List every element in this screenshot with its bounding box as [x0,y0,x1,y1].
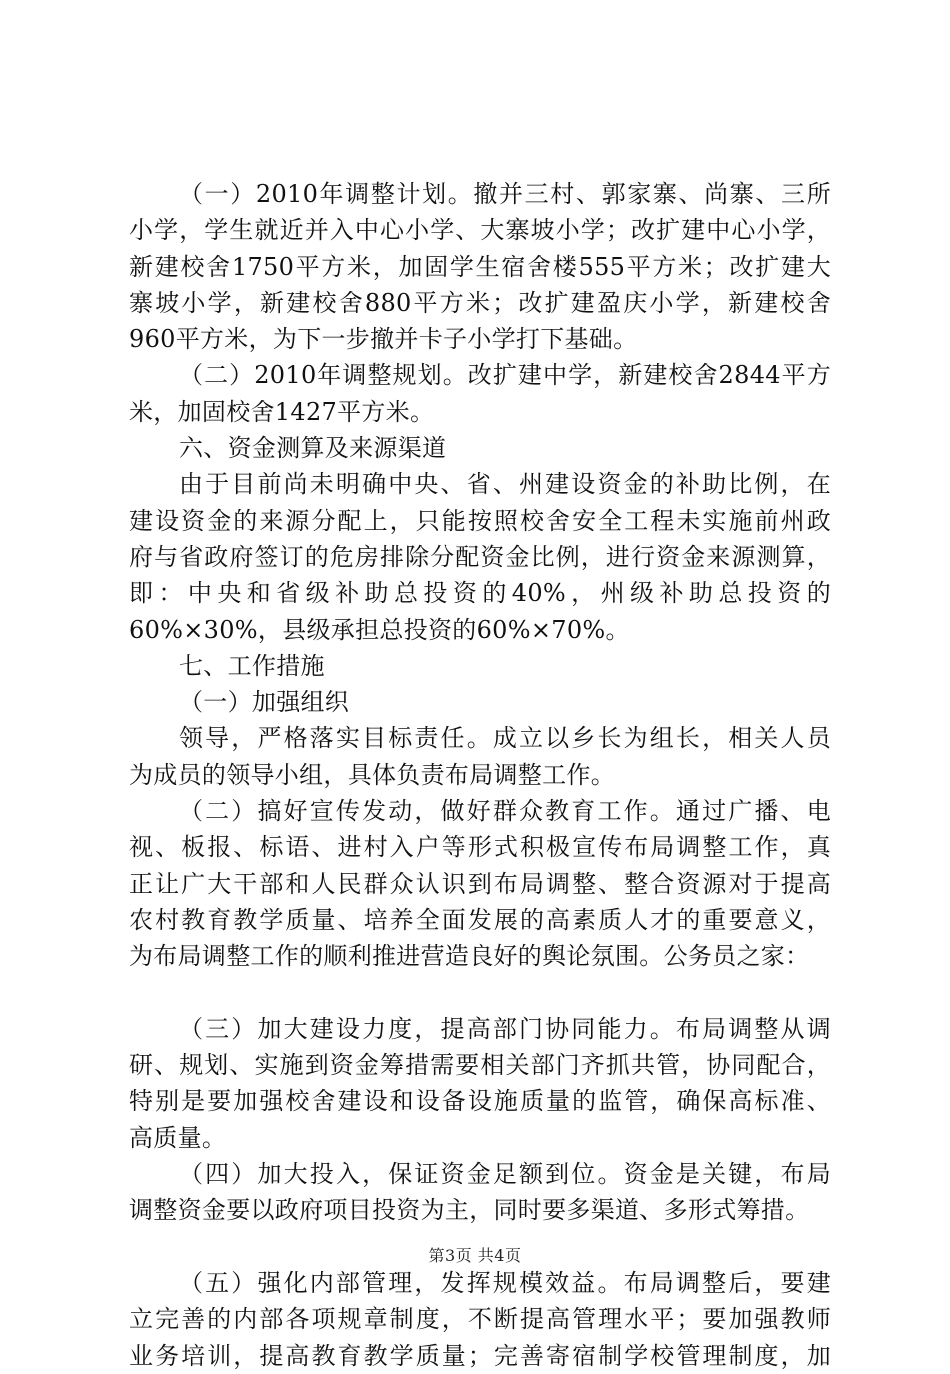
text-line: 米，加固校舍1427平方米。 [129,397,435,426]
text-line: 即：中央和省级补助总投资的40%，州级补助总投资的 [129,579,831,608]
text-line: （四）加大投入，保证资金足额到位。资金是关键，布局 [179,1160,831,1189]
text-line: 正让广大干部和人民群众认识到布局调整、整合资源对于提高 [129,869,831,898]
section-heading: 六、资金测算及来源渠道 [179,434,447,463]
text-line: 为成员的领导小组，具体负责布局调整工作。 [129,760,615,789]
text-line: 小学，学生就近并入中心小学、大寨坡小学；改扩建中心小学， [129,216,831,245]
text-line: 高质量。 [129,1123,227,1152]
text-line: （二）搞好宣传发动，做好群众教育工作。通过广播、电 [179,797,831,826]
text-line: 立完善的内部各项规章制度，不断提高管理水平；要加强教师 [129,1305,831,1334]
text-line: 农村教育教学质量、培养全面发展的高素质人才的重要意义， [129,905,831,934]
document-body [129,176,831,1374]
text-line: 寨坡小学，新建校舍880平方米；改扩建盈庆小学，新建校舍 [129,288,831,317]
text-line: 领导，严格落实目标责任。成立以乡长为组长，相关人员 [179,724,831,753]
text-line: （五）强化内部管理，发挥规模效益。布局调整后，要建 [179,1268,831,1297]
text-line: 60%×30%，县级承担总投资的60%×70%。 [129,615,630,644]
text-line: 新建校舍1750平方米，加固学生宿舍楼555平方米；改扩建大 [129,252,831,281]
text-line: 960平方米，为下一步撤并卡子小学打下基础。 [129,325,638,354]
page-number-footer: 第3页 共4页 [428,1246,522,1265]
text-line: 建设资金的来源分配上，只能按照校舍安全工程未实施前州政 [129,506,831,535]
text-line: 特别是要加强校舍建设和设备设施质量的监管，确保高标准、 [129,1087,831,1116]
text-line: 视、板报、标语、进村入户等形式积极宣传布局调整工作，真 [129,833,831,862]
text-line: 为布局调整工作的顺利推进营造良好的舆论氛围。公务员之家： [129,942,810,971]
section-heading: 七、工作措施 [179,651,325,680]
text-line: （一）2010年调整计划。撤并三村、郭家寨、尚寨、三所 [179,180,831,208]
text-line: （三）加大建设力度，提高部门协同能力。布局调整从调 [179,1014,831,1043]
blank-line [129,975,831,1011]
text-line: 业务培训，提高教育教学质量；完善寄宿制学校管理制度，加 [129,1341,831,1370]
subsection-heading: （一）加强组织 [179,688,350,717]
text-line: 府与省政府签订的危房排除分配资金比例，进行资金来源测算， [129,542,831,571]
text-line: （二）2010年调整规划。改扩建中学，新建校舍2844平方 [179,361,831,390]
text-line: 研、规划、实施到资金筹措需要相关部门齐抓共管，协同配合， [129,1051,831,1080]
text-line: 调整资金要以政府项目投资为主，同时要多渠道、多形式筹措。 [129,1196,810,1225]
text-line: 由于目前尚未明确中央、省、州建设资金的补助比例，在 [179,470,831,499]
